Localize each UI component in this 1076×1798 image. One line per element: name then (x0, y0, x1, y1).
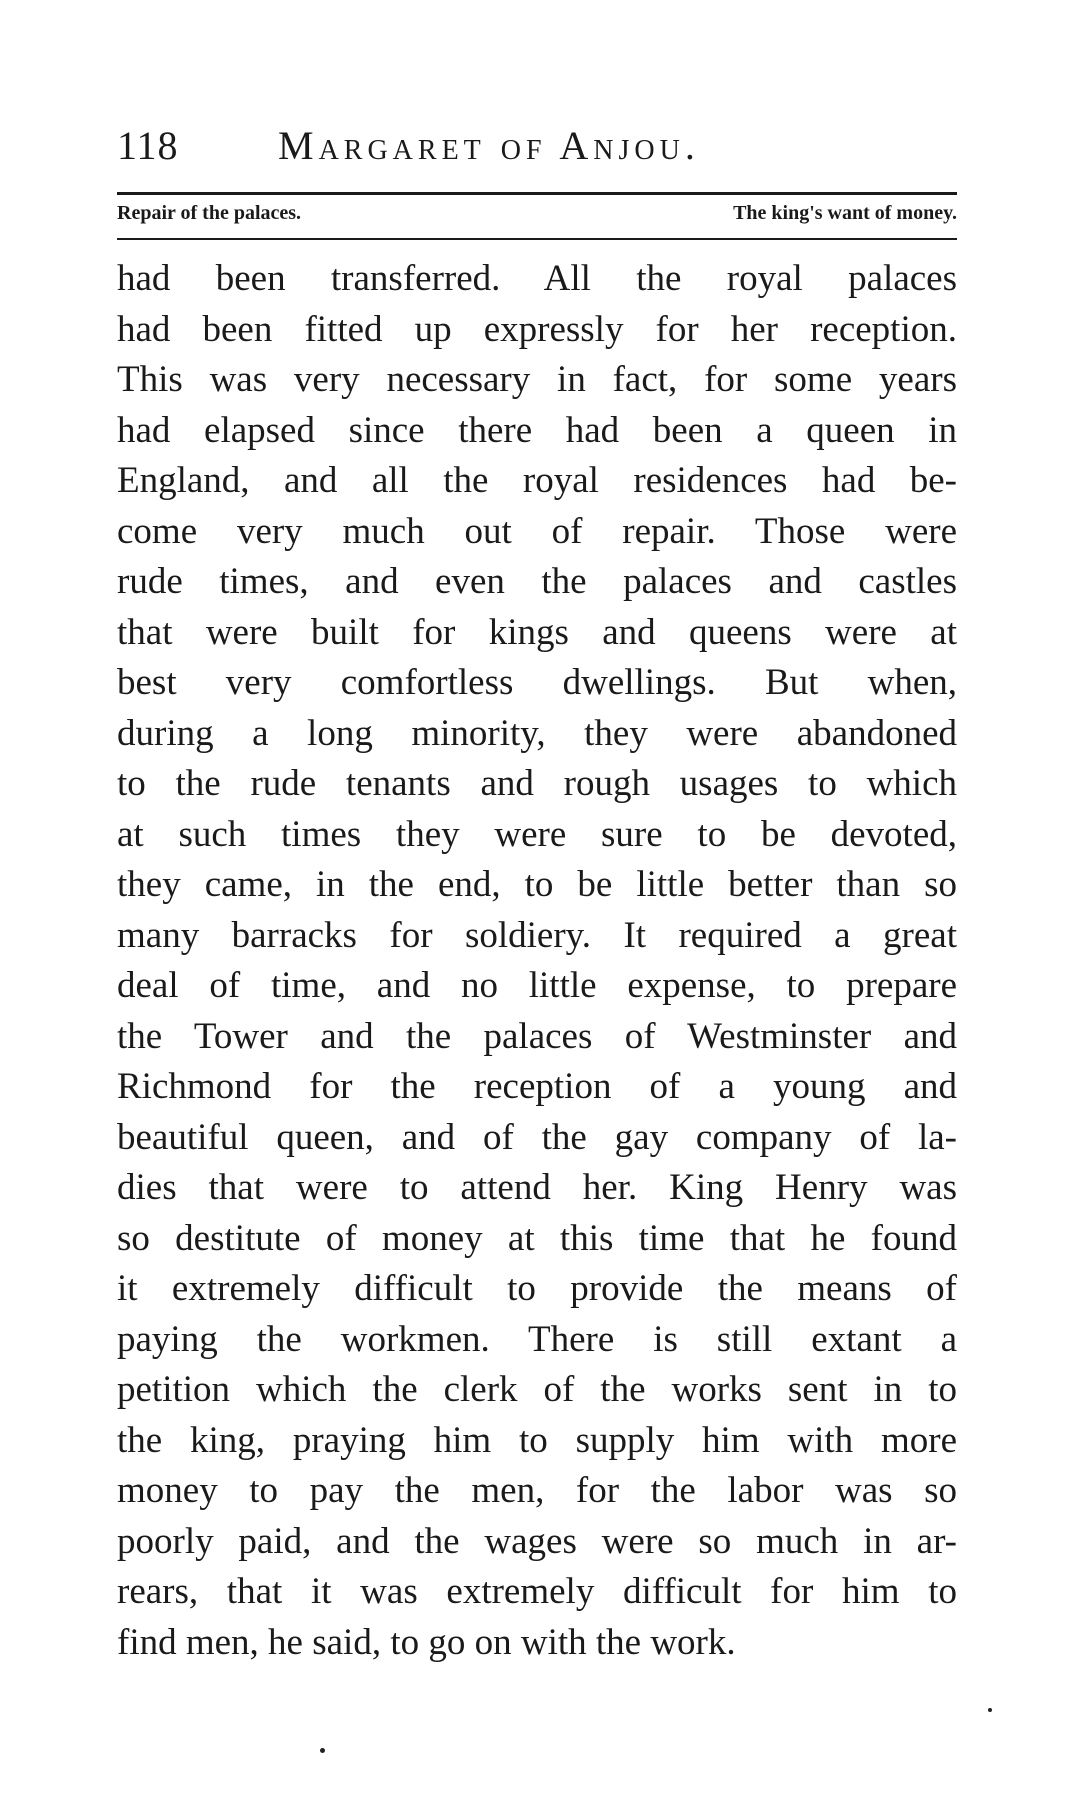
running-title: Margaret of Anjou. (278, 123, 700, 168)
text-line: they came, in the end, to be little better than so (117, 864, 957, 905)
side-note-right: The king's want of money. (733, 202, 957, 224)
text-line: best very comfortless dwellings. But when, (117, 662, 957, 703)
print-speck (988, 1708, 992, 1712)
body-text (117, 254, 957, 1668)
text-line: beautiful queen, and of the gay company of la- (117, 1116, 957, 1158)
page-header (117, 122, 957, 172)
print-speck (320, 1748, 325, 1753)
text-line: so destitute of money at this time that he found (117, 1217, 957, 1259)
text-line: had been transferred. All the royal palaces (117, 258, 957, 299)
text-line: rears, that it was extremely difficult for him to (117, 1571, 957, 1612)
text-line: that were built for kings and queens were at (117, 611, 957, 653)
text-line: Richmond for the reception of a young and (117, 1066, 957, 1107)
text-line: poorly paid, and the wages were so much in ar- (117, 1520, 957, 1562)
text-line: during a long minority, they were abandoned (117, 712, 957, 754)
text-line: petition which the clerk of the works sent in to (117, 1369, 957, 1410)
header-rule-bottom (117, 238, 957, 240)
text-line: it extremely difficult to provide the means of (117, 1268, 957, 1309)
text-line: many barracks for soldiery. It required a great (117, 914, 957, 956)
text-line: the king, praying him to supply him with more (117, 1419, 957, 1461)
text-line: come very much out of repair. Those were (117, 510, 957, 552)
text-line: money to pay the men, for the labor was so (117, 1470, 957, 1511)
text-line: to the rude tenants and rough usages to which (117, 763, 957, 804)
text-line: had elapsed since there had been a queen in (117, 409, 957, 451)
text-line: England, and all the royal residences had be- (117, 460, 957, 501)
text-line: rude times, and even the palaces and castles (117, 561, 957, 602)
text-line: the Tower and the palaces of Westminster and (117, 1015, 957, 1057)
text-line: had been fitted up expressly for her reception. (117, 308, 957, 350)
text-line: deal of time, and no little expense, to prepare (117, 965, 957, 1006)
text-line: This was very necessary in fact, for some years (117, 359, 957, 400)
text-line: dies that were to attend her. King Henry was (117, 1167, 957, 1208)
page-number: 118 (117, 123, 179, 168)
side-note-left: Repair of the palaces. (117, 202, 302, 224)
text-line: at such times they were sure to be devoted, (117, 813, 957, 855)
header-rule-top (117, 192, 957, 195)
text-line: find men, he said, to go on with the work. (117, 1621, 736, 1663)
text-line: paying the workmen. There is still extant a (117, 1318, 957, 1360)
